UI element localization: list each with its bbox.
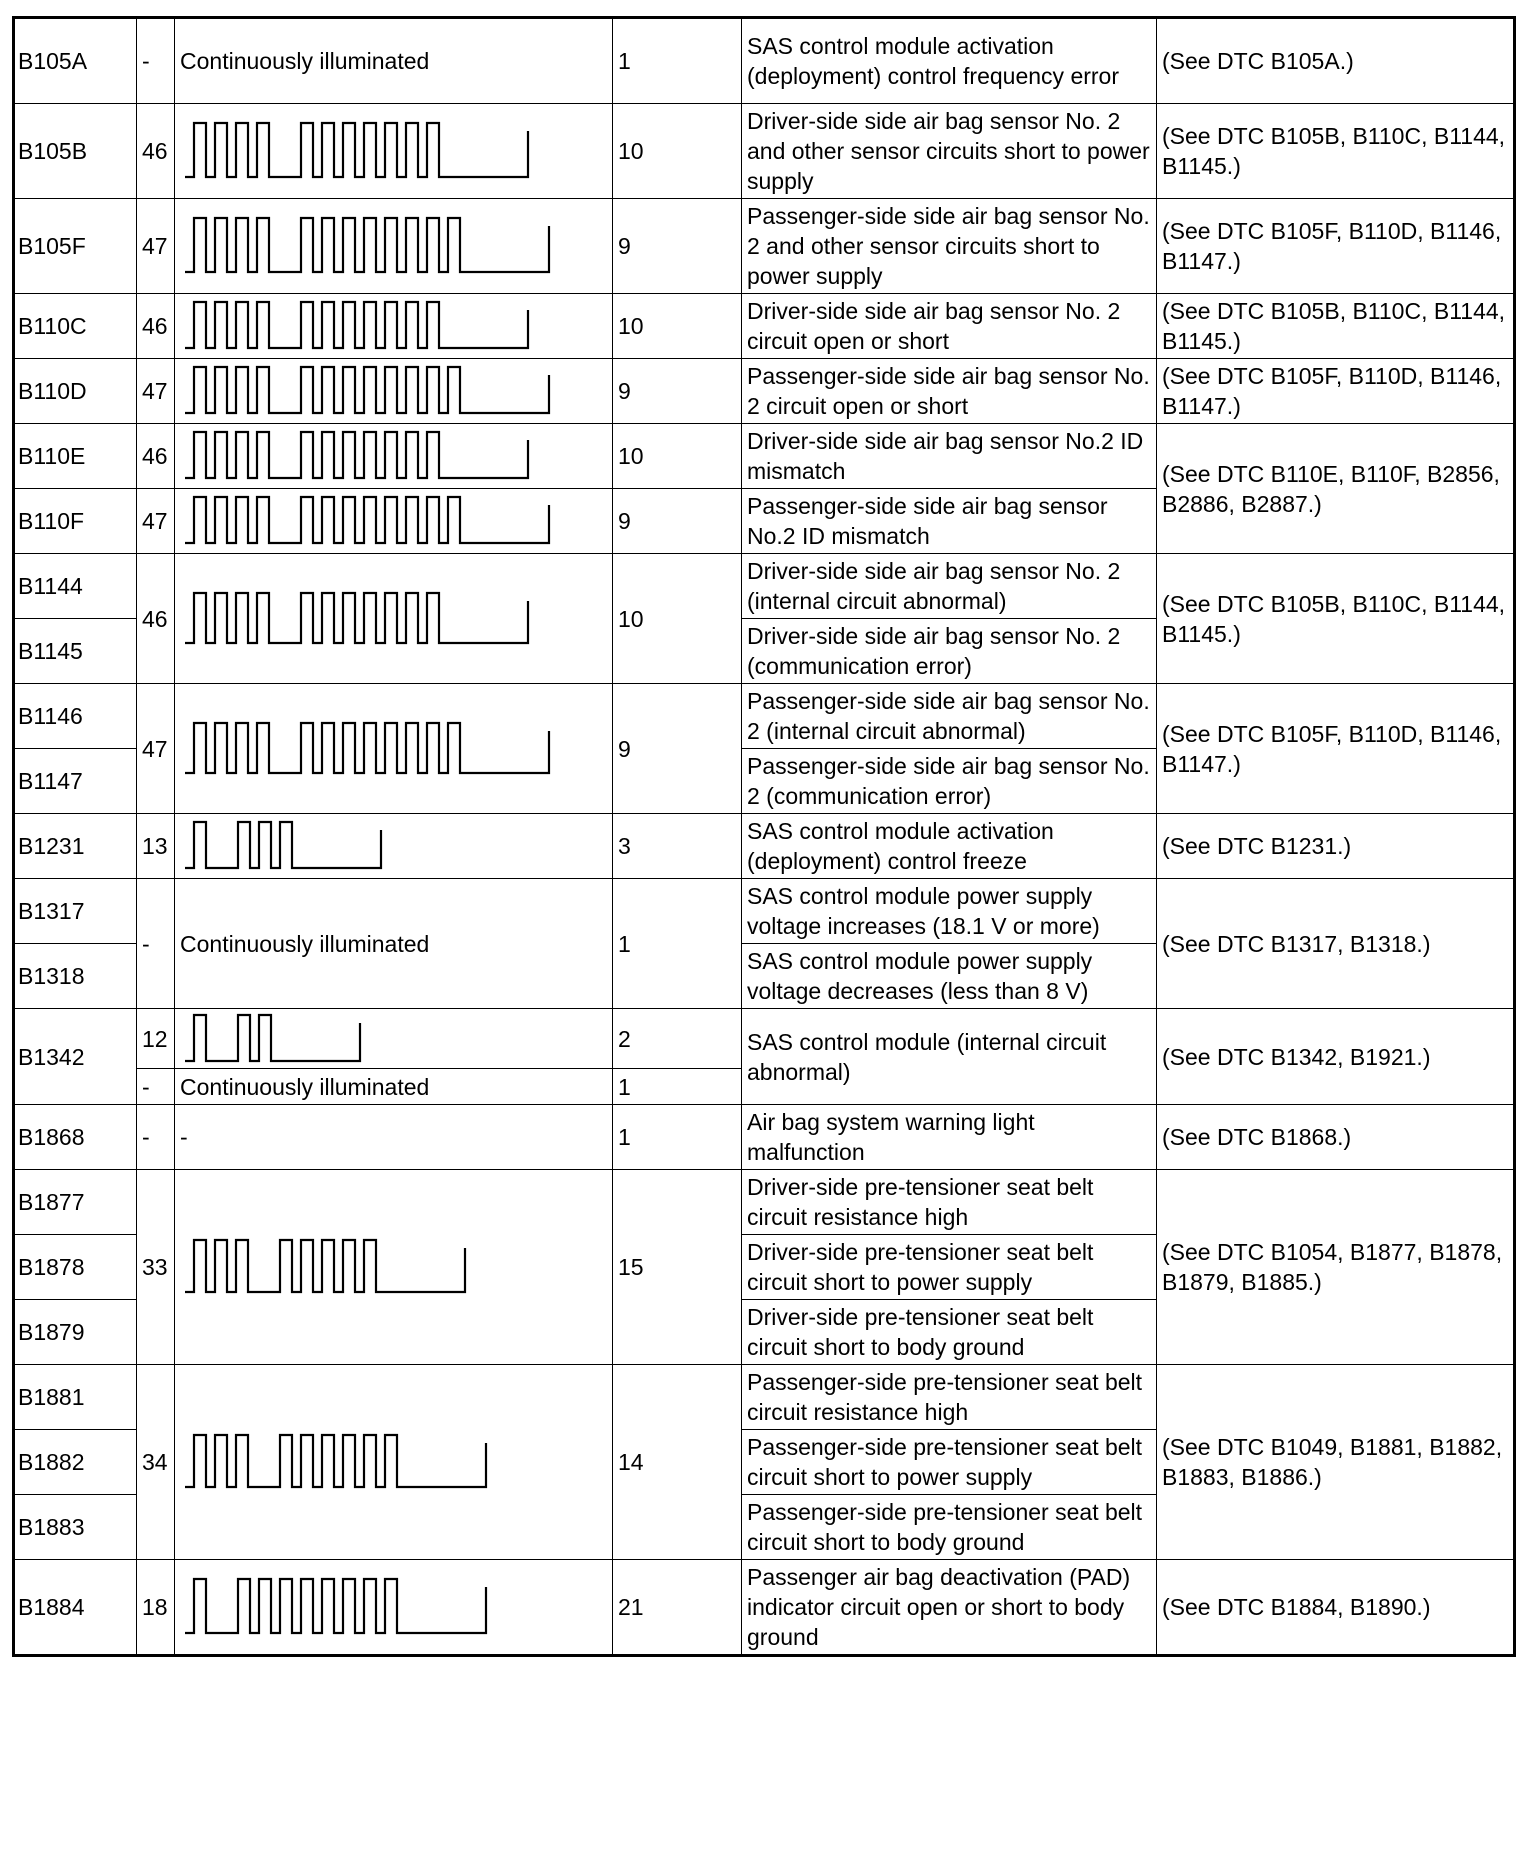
flash-count: 1 (613, 1105, 742, 1170)
pattern-number: 34 (137, 1365, 175, 1560)
table-row (14, 104, 1515, 199)
pattern-number: 47 (137, 359, 175, 424)
waveform-47 (183, 719, 603, 779)
pattern-number: 46 (137, 424, 175, 489)
dtc-description: Passenger-side side air bag sensor No.2 ID mismatch (742, 489, 1157, 554)
flash-pattern-text: - (175, 1105, 613, 1170)
table-row (14, 424, 1515, 489)
flash-count: 9 (613, 489, 742, 554)
table-row (14, 1365, 1515, 1430)
dtc-code: B1879 (14, 1300, 137, 1365)
waveform-46 (183, 119, 603, 183)
dtc-description: SAS control module activation (deployment) control freeze (742, 814, 1157, 879)
waveform-46 (183, 428, 603, 484)
dtc-code: B1144 (14, 554, 137, 619)
flash-count: 9 (613, 199, 742, 294)
dtc-code: B1231 (14, 814, 137, 879)
waveform-47 (183, 214, 603, 278)
dtc-description: SAS control module power supply voltage decreases (less than 8 V) (742, 944, 1157, 1009)
dtc-code: B1317 (14, 879, 137, 944)
dtc-description: SAS control module (internal circuit abnormal) (742, 1009, 1157, 1105)
dtc-description: Driver-side pre-tensioner seat belt circuit resistance high (742, 1170, 1157, 1235)
dtc-reference: (See DTC B1317, B1318.) (1157, 879, 1515, 1009)
dtc-description: Driver-side side air bag sensor No.2 ID mismatch (742, 424, 1157, 489)
pattern-number: 18 (137, 1560, 175, 1656)
dtc-code: B1146 (14, 684, 137, 749)
pattern-number: 33 (137, 1170, 175, 1365)
waveform-18 (183, 1575, 603, 1639)
waveform-46 (183, 298, 603, 354)
dtc-code: B110E (14, 424, 137, 489)
flash-pattern-waveform (175, 1365, 613, 1560)
dtc-description: Driver-side side air bag sensor No. 2 circuit open or short (742, 294, 1157, 359)
flash-count: 10 (613, 424, 742, 489)
flash-count: 14 (613, 1365, 742, 1560)
table-row (14, 1105, 1515, 1170)
dtc-code: B110F (14, 489, 137, 554)
table-row (14, 359, 1515, 424)
dtc-reference: (See DTC B1054, B1877, B1878, B1879, B1885.) (1157, 1170, 1515, 1365)
dtc-reference: (See DTC B105B, B110C, B1144, B1145.) (1157, 294, 1515, 359)
waveform-46 (183, 589, 603, 649)
flash-pattern-waveform (175, 104, 613, 199)
flash-pattern-waveform (175, 424, 613, 489)
dtc-code: B105B (14, 104, 137, 199)
waveform-47 (183, 493, 603, 549)
flash-count: 9 (613, 359, 742, 424)
dtc-code: B1318 (14, 944, 137, 1009)
dtc-description: Driver-side pre-tensioner seat belt circuit short to body ground (742, 1300, 1157, 1365)
flash-pattern-waveform (175, 199, 613, 294)
table-row (14, 879, 1515, 944)
dtc-code: B1877 (14, 1170, 137, 1235)
dtc-description: Air bag system warning light malfunction (742, 1105, 1157, 1170)
flash-pattern-waveform (175, 554, 613, 684)
flash-count: 1 (613, 879, 742, 1009)
pattern-number: 46 (137, 104, 175, 199)
dtc-description: Driver-side side air bag sensor No. 2 and other sensor circuits short to power supply (742, 104, 1157, 199)
waveform-34 (183, 1431, 603, 1493)
waveform-33 (183, 1236, 603, 1298)
dtc-description: Passenger-side side air bag sensor No. 2 circuit open or short (742, 359, 1157, 424)
table-row (14, 684, 1515, 749)
flash-pattern-text: Continuously illuminated (175, 879, 613, 1009)
dtc-reference: (See DTC B105F, B110D, B1146, B1147.) (1157, 199, 1515, 294)
dtc-description: Driver-side side air bag sensor No. 2 (communication error) (742, 619, 1157, 684)
flash-pattern-waveform (175, 814, 613, 879)
dtc-reference: (See DTC B105B, B110C, B1144, B1145.) (1157, 554, 1515, 684)
dtc-description: Passenger-side side air bag sensor No. 2 and other sensor circuits short to power supply (742, 199, 1157, 294)
pattern-number: - (137, 18, 175, 104)
waveform-12 (183, 1011, 603, 1067)
dtc-code: B1884 (14, 1560, 137, 1656)
dtc-description: SAS control module power supply voltage increases (18.1 V or more) (742, 879, 1157, 944)
dtc-description: Passenger air bag deactivation (PAD) indicator circuit open or short to body ground (742, 1560, 1157, 1656)
dtc-code: B1881 (14, 1365, 137, 1430)
dtc-reference: (See DTC B105F, B110D, B1146, B1147.) (1157, 359, 1515, 424)
dtc-reference: (See DTC B1884, B1890.) (1157, 1560, 1515, 1656)
pattern-number: - (137, 1105, 175, 1170)
table-row (14, 814, 1515, 879)
dtc-code: B1147 (14, 749, 137, 814)
pattern-number: 12 (137, 1009, 175, 1069)
flash-count: 10 (613, 554, 742, 684)
dtc-description: Passenger-side pre-tensioner seat belt circuit resistance high (742, 1365, 1157, 1430)
dtc-description: Passenger-side side air bag sensor No. 2 (communication error) (742, 749, 1157, 814)
flash-count: 21 (613, 1560, 742, 1656)
table-row (14, 1009, 1515, 1069)
pattern-number: 46 (137, 554, 175, 684)
dtc-code: B105A (14, 18, 137, 104)
dtc-reference: (See DTC B1342, B1921.) (1157, 1009, 1515, 1105)
flash-pattern-text: Continuously illuminated (175, 18, 613, 104)
table-row (14, 1560, 1515, 1656)
pattern-number: 47 (137, 684, 175, 814)
dtc-description: Passenger-side pre-tensioner seat belt circuit short to body ground (742, 1495, 1157, 1560)
pattern-number: - (137, 879, 175, 1009)
dtc-code: B1145 (14, 619, 137, 684)
flash-pattern-waveform (175, 1009, 613, 1069)
dtc-code: B1342 (14, 1009, 137, 1105)
dtc-flash-code-table (12, 16, 1516, 1657)
flash-count: 10 (613, 294, 742, 359)
dtc-reference: (See DTC B105F, B110D, B1146, B1147.) (1157, 684, 1515, 814)
dtc-description: SAS control module activation (deployment) control frequency error (742, 18, 1157, 104)
table-row (14, 294, 1515, 359)
dtc-code: B1883 (14, 1495, 137, 1560)
flash-pattern-text: Continuously illuminated (175, 1069, 613, 1105)
flash-count: 9 (613, 684, 742, 814)
flash-pattern-waveform (175, 294, 613, 359)
dtc-reference: (See DTC B1868.) (1157, 1105, 1515, 1170)
dtc-description: Driver-side side air bag sensor No. 2 (internal circuit abnormal) (742, 554, 1157, 619)
flash-pattern-waveform (175, 684, 613, 814)
dtc-code: B1868 (14, 1105, 137, 1170)
flash-pattern-waveform (175, 359, 613, 424)
dtc-reference: (See DTC B105B, B110C, B1144, B1145.) (1157, 104, 1515, 199)
dtc-description: Passenger-side pre-tensioner seat belt circuit short to power supply (742, 1430, 1157, 1495)
flash-count: 15 (613, 1170, 742, 1365)
dtc-code: B1882 (14, 1430, 137, 1495)
dtc-reference: (See DTC B110E, B110F, B2856, B2886, B2887.) (1157, 424, 1515, 554)
flash-count: 1 (613, 18, 742, 104)
dtc-reference: (See DTC B1231.) (1157, 814, 1515, 879)
dtc-code: B105F (14, 199, 137, 294)
dtc-reference: (See DTC B1049, B1881, B1882, B1883, B1886.) (1157, 1365, 1515, 1560)
flash-pattern-waveform (175, 489, 613, 554)
dtc-code: B110C (14, 294, 137, 359)
flash-count: 2 (613, 1009, 742, 1069)
pattern-number: - (137, 1069, 175, 1105)
flash-count: 1 (613, 1069, 742, 1105)
pattern-number: 13 (137, 814, 175, 879)
waveform-13 (183, 818, 603, 874)
dtc-description: Passenger-side side air bag sensor No. 2 (internal circuit abnormal) (742, 684, 1157, 749)
pattern-number: 46 (137, 294, 175, 359)
pattern-number: 47 (137, 489, 175, 554)
waveform-47 (183, 363, 603, 419)
table-row (14, 18, 1515, 104)
flash-count: 10 (613, 104, 742, 199)
dtc-code: B110D (14, 359, 137, 424)
flash-pattern-waveform (175, 1170, 613, 1365)
table-row (14, 199, 1515, 294)
dtc-description: Driver-side pre-tensioner seat belt circuit short to power supply (742, 1235, 1157, 1300)
dtc-code: B1878 (14, 1235, 137, 1300)
table-row (14, 554, 1515, 619)
table-row (14, 1170, 1515, 1235)
flash-count: 3 (613, 814, 742, 879)
dtc-reference: (See DTC B105A.) (1157, 18, 1515, 104)
pattern-number: 47 (137, 199, 175, 294)
flash-pattern-waveform (175, 1560, 613, 1656)
